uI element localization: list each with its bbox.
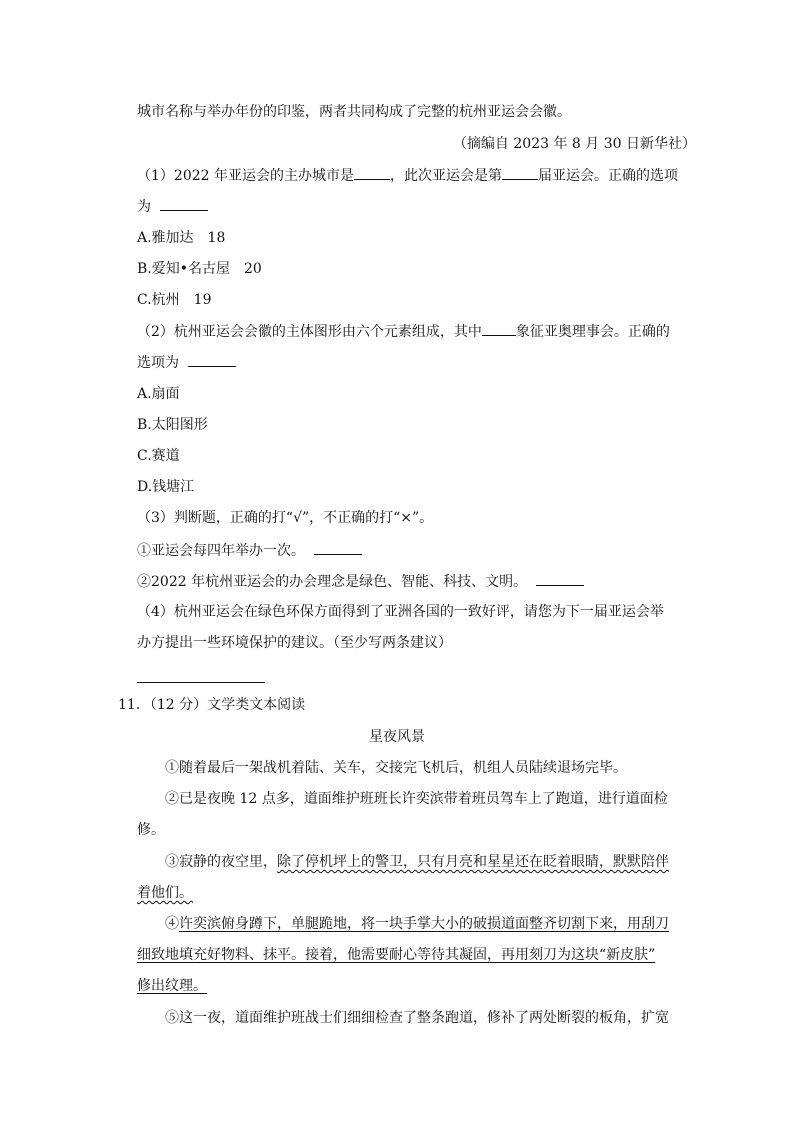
q2-option-b: B.太阳图形 — [137, 417, 208, 433]
q2-blank-element[interactable] — [482, 321, 516, 336]
passage-title: 星夜风景 — [369, 729, 425, 745]
q1-blank-edition[interactable] — [502, 165, 538, 180]
paragraph-4-line-2: 细致地填充好物料、抹平。接着，他需要耐心等待其凝固，再用刻刀为这块“新皮肤” — [137, 947, 656, 963]
q1-text-a: （1）2022 年亚运会的主办城市是 — [137, 168, 354, 184]
source-citation: （摘编自 2023 年 8 月 30 日新华社） — [452, 136, 696, 152]
paragraph-4-line-1 — [165, 914, 669, 934]
q2-stem — [137, 321, 670, 342]
q1-option-b: B.爱知•名古屋 20 — [137, 261, 262, 277]
paragraph-3-line-1 — [165, 852, 669, 872]
q2-answer-blank[interactable] — [188, 352, 236, 367]
q1-option-c: C.杭州 19 — [137, 292, 212, 308]
paragraph-1: ①随着最后一架战机着陆、关车，交接完飞机后，机组人员陆续退场完毕。 — [165, 760, 627, 776]
q3-item-2-blank[interactable] — [536, 571, 584, 586]
q3-item-1-blank[interactable] — [314, 540, 362, 555]
q3-item-1 — [137, 540, 362, 561]
q1-text-d: 为 — [137, 199, 151, 215]
q2-text-b: 象征亚奥理事会。正确的 — [515, 324, 670, 340]
q3-stem: （3）判断题，正确的打“√”，不正确的打“×”。 — [137, 510, 434, 526]
q1-text-c: 届亚运会。正确的选项 — [538, 168, 678, 184]
paragraph-2-line-1: ②已是夜晚 12 点多，道面维护班班长许奕滨带着班员驾车上了跑道，进行道面检 — [165, 791, 668, 807]
q3-item-2-text: ②2022 年杭州亚运会的办会理念是绿色、智能、科技、文明。 — [137, 574, 528, 590]
intro-tail: 城市名称与举办年份的印鉴，两者共同构成了完整的杭州亚运会会徽。 — [137, 104, 571, 120]
paragraph-3-line-2: 着他们。 — [137, 885, 193, 901]
q2-option-a: A.扇面 — [137, 386, 180, 402]
q3-item-1-text: ①亚运会每四年举办一次。 — [137, 543, 305, 559]
paragraph-2-line-2: 修。 — [137, 822, 165, 838]
q3-item-2 — [137, 571, 584, 592]
q4-line-2: 办方提出一些环境保护的建议。（至少写两条建议） — [137, 635, 452, 651]
q4-answer-rule[interactable] — [137, 682, 265, 683]
q1-answer-line — [137, 196, 208, 217]
q1-answer-blank[interactable] — [160, 196, 208, 211]
paragraph-3-wavy-text: 除了停机坪上的警卫，只有月亮和星星还在眨着眼睛，默默陪伴 — [277, 854, 669, 870]
paragraph-4-underlined-1: 许奕滨俯身蹲下，单腿跪地，将一块手掌大小的破损道面整齐切割下来，用刮刀 — [179, 916, 669, 932]
q2-text-a: （2）杭州亚运会会徽的主体图形由六个元素组成，其中 — [137, 324, 482, 340]
paragraph-4-line-3: 修出纹理。 — [137, 978, 207, 994]
q4-line-1: （4）杭州亚运会在绿色环保方面得到了亚洲各国的一致好评，请您为下一届亚运会举 — [137, 604, 664, 620]
q1-stem — [137, 165, 678, 186]
q2-answer-line — [137, 352, 236, 373]
paragraph-5-line-1: ⑤这一夜，道面维护班战士们细细检查了整条跑道，修补了两处断裂的板角，扩宽 — [165, 1010, 669, 1026]
q1-text-b: ，此次亚运会是第 — [390, 168, 502, 184]
section-11-heading: 11．（12 分）文学类文本阅读 — [118, 697, 306, 713]
q1-blank-city[interactable] — [354, 165, 390, 180]
q2-text-c: 选项为 — [137, 355, 179, 371]
q2-option-c: C.赛道 — [137, 448, 180, 464]
paragraph-3-prefix: ③寂静的夜空里， — [165, 854, 277, 870]
q1-option-a: A.雅加达 18 — [137, 230, 226, 246]
paragraph-4-prefix: ④ — [165, 916, 179, 932]
q2-option-d: D.钱塘江 — [137, 479, 195, 495]
